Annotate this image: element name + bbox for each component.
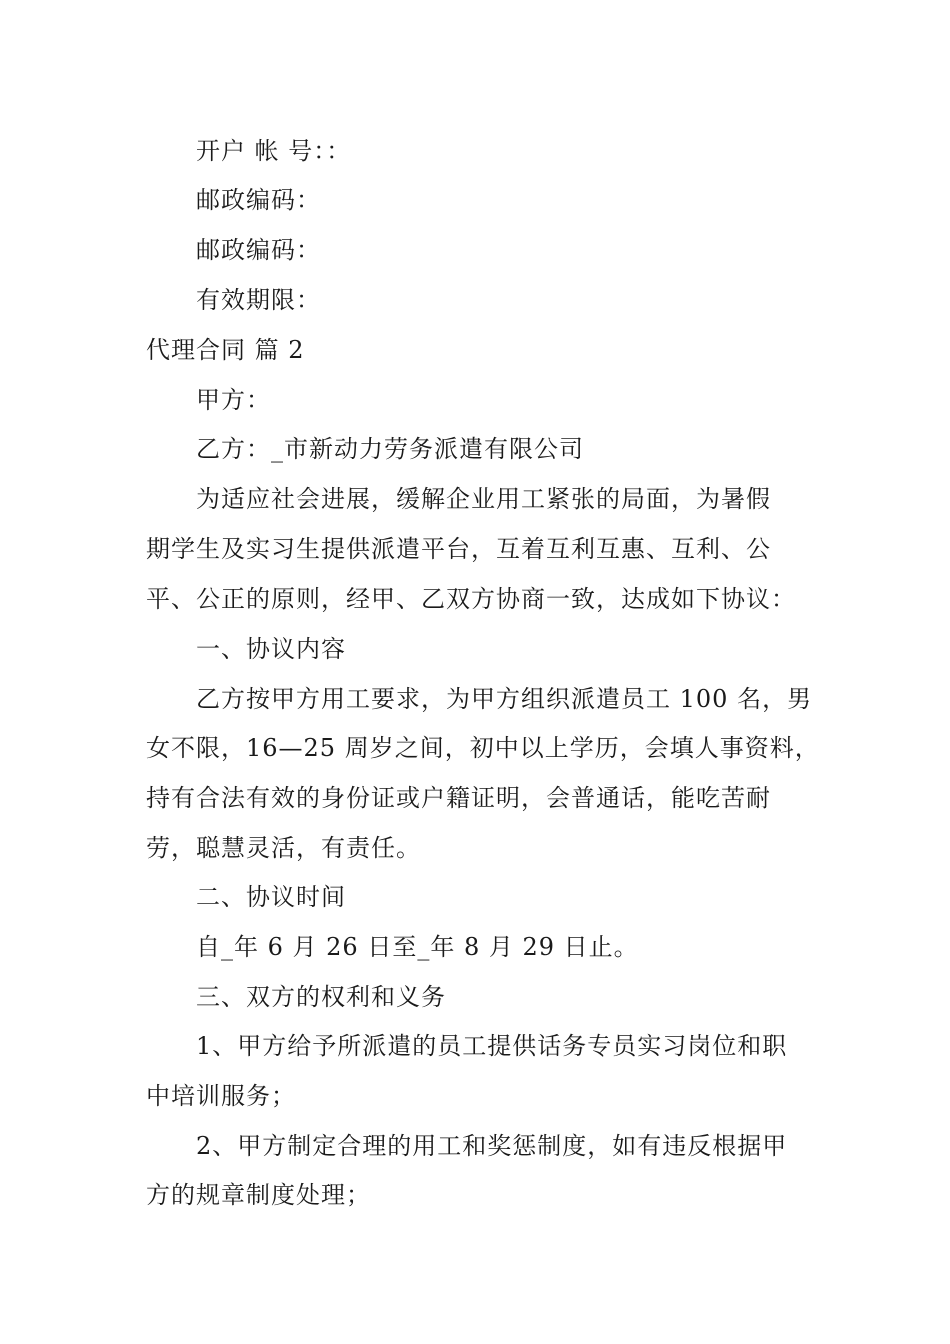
paragraph-line: 劳，聪慧灵活，有责任。 <box>146 834 421 862</box>
paragraph-line: 期学生及实习生提供派遣平台，互着互利互惠、互利、公 <box>146 535 771 563</box>
paragraph-line: 中培训服务； <box>146 1082 296 1110</box>
paragraph-line: 方的规章制度处理； <box>146 1181 371 1209</box>
postal-code-line-2: 邮政编码： <box>196 236 321 264</box>
section-heading: 代理合同 篇 2 <box>146 336 305 364</box>
party-b-line: 乙方：_市新动力劳务派遣有限公司 <box>196 435 584 463</box>
paragraph-line: 2、甲方制定合理的用工和奖惩制度，如有违反根据甲 <box>196 1132 788 1160</box>
clause-heading: 二、协议时间 <box>196 883 346 911</box>
party-a-line: 甲方： <box>196 386 271 414</box>
postal-code-line-1: 邮政编码： <box>196 186 321 214</box>
paragraph-line: 平、公正的原则，经甲、乙双方协商一致，达成如下协议： <box>146 585 796 613</box>
paragraph-line: 乙方按甲方用工要求，为甲方组织派遣员工 100 名，男 <box>196 685 813 713</box>
paragraph-line: 为适应社会进展，缓解企业用工紧张的局面，为暑假 <box>196 485 771 513</box>
validity-period-line: 有效期限： <box>196 286 321 314</box>
paragraph-line: 持有合法有效的身份证或户籍证明，会普通话，能吃苦耐 <box>146 784 771 812</box>
account-number-line: 开户 帐 号：： <box>196 137 352 165</box>
clause-heading: 三、双方的权利和义务 <box>196 983 446 1011</box>
clause-heading: 一、协议内容 <box>196 635 346 663</box>
paragraph-line: 1、甲方给予所派遣的员工提供话务专员实习岗位和职 <box>196 1032 788 1060</box>
paragraph-line: 自_年 6 月 26 日至_年 8 月 29 日止。 <box>196 933 639 961</box>
paragraph-line: 女不限，16—25 周岁之间，初中以上学历，会填人事资料， <box>146 734 820 762</box>
